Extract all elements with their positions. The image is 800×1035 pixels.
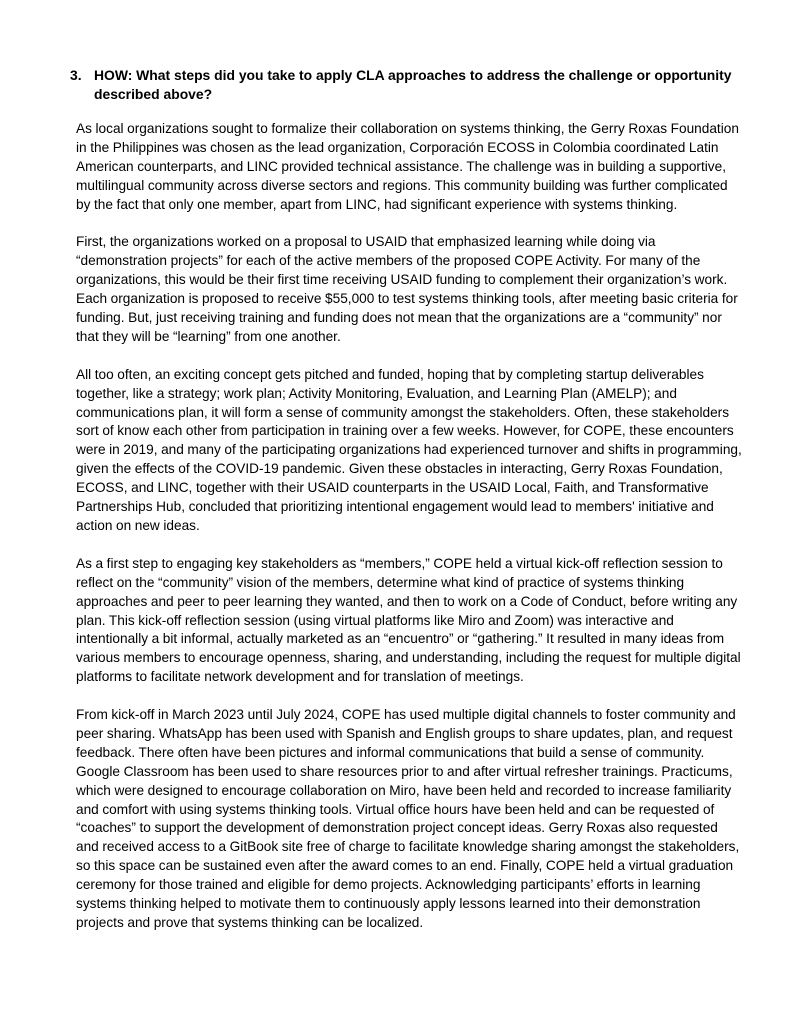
question-text: HOW: What steps did you take to apply CLA approaches to address the challenge or opportunity described above?: [94, 67, 732, 102]
question-heading: [70, 66, 740, 104]
paragraph-context: As local organizations sought to formalize their collaboration on systems thinking, the Gerry Roxas Foundation in the Philippines was chosen as the lead organization, Corporación ECOSS in Colombia coordinated Latin American counterparts, and LINC provided technical assistance. The challenge was in building a supportive, multilingual community across diverse sectors and regions. This community building was further complicated by the fact that only one member, apart from LINC, had significant experience with systems thinking.: [76, 121, 739, 212]
paragraph-proposal: First, the organizations worked on a proposal to USAID that emphasized learning while doing via “demonstration projects” for each of the active members of the proposed COPE Activity. For many of the organizations, this would be their first time receiving USAID funding to complement their organization’s work. Each organization is proposed to receive $55,000 to test systems thinking tools, after meeting basic criteria for funding. But, just receiving training and funding does not mean that the organizations are a “community” nor that they will be “learning” from one another.: [76, 234, 738, 344]
paragraph-digital-channels: From kick-off in March 2023 until July 2024, COPE has used multiple digital channels to foster community and peer sharing. WhatsApp has been used with Spanish and English groups to share updates, plan, and request feedback. There often have been pictures and informal communications that build a sense of community. Google Classroom has been used to share resources prior to and after virtual refresher trainings. Practicums, which were designed to encourage collaboration on Miro, have been held and recorded to increase familiarity and comfort with using systems thinking tools. Virtual office hours have been held and can be requested of “coaches” to support the development of demonstration project concept ideas. Gerry Roxas also requested and received access to a GitBook site free of charge to facilitate knowledge sharing amongst the stakeholders, so this space can be sustained even after the award comes to an end. Finally, COPE held a virtual graduation ceremony for those trained and eligible for demo projects. Acknowledging participants’ efforts in learning systems thinking helped to motivate them to continuously apply lessons learned into their demonstration projects and prove that systems thinking can be localized.: [76, 707, 740, 930]
answer-body: [76, 120, 744, 952]
paragraph-community-challenge: All too often, an exciting concept gets pitched and funded, hoping that by completing startup deliverables together, like a strategy; work plan; Activity Monitoring, Evaluation, and Learning Plan (AMELP); and communications plan, it will form a sense of community amongst the stakeholders. Often, these stakeholders sort of know each other from participation in training over a few weeks. However, for COPE, these encounters were in 2019, and many of the participating organizations had experienced turnover and shifts in programming, given the effects of the COVID-19 pandemic. Given these obstacles in interacting, Gerry Roxas Foundation, ECOSS, and LINC, together with their USAID counterparts in the USAID Local, Faith, and Transformative Partnerships Hub, concluded that prioritizing intentional engagement would lead to members' initiative and action on new ideas.: [76, 366, 742, 533]
paragraph-kickoff-session: As a first step to engaging key stakeholders as “members,” COPE held a virtual kick-off reflection session to reflect on the “community” vision of the members, determine what kind of practice of systems thinking approaches and peer to peer learning they wanted, and then to work on a Code of Conduct, before writing any plan. This kick-off reflection session (using virtual platforms like Miro and Zoom) was interactive and intentionally a bit informal, actually marketed as an “encuentro” or “gathering.” It resulted in many ideas from various members to encourage openness, sharing, and understanding, including the request for multiple digital platforms to facilitate network development and for translation of meetings.: [76, 555, 741, 685]
question-number: 3.: [70, 67, 82, 83]
